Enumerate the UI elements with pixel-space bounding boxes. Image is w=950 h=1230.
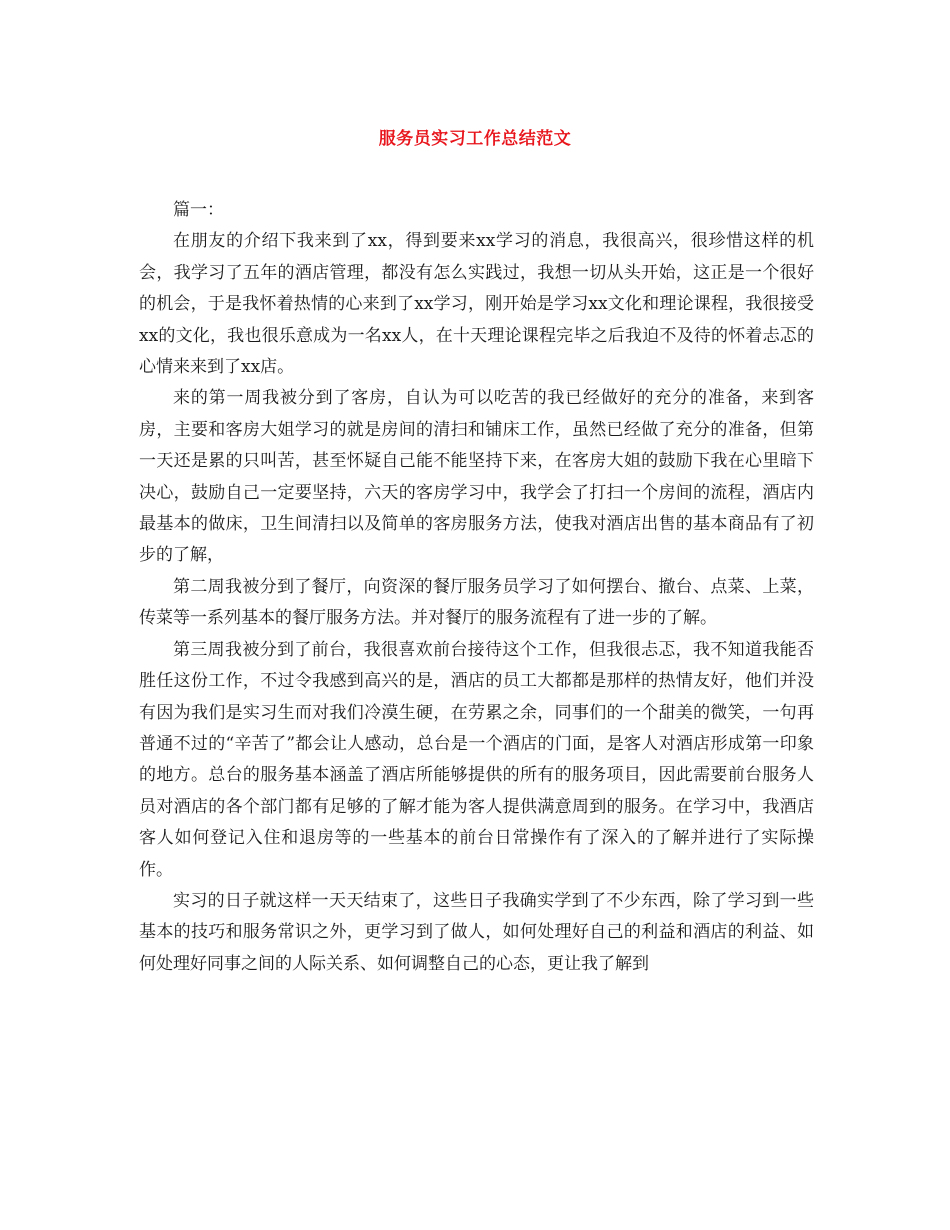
- paragraph-conclusion: 实习的日子就这样一天天结束了，这些日子我确实学到了不少东西，除了学习到一些基本的技巧和服务常识之外，更学习到了做人，如何处理好自己的利益和酒店的利益、如何处理好同事之间的人际关系、如何调整自己的心态，更让我了解到: [139, 890, 814, 974]
- section-heading: 篇一：: [173, 200, 224, 220]
- paragraph-intro: 在朋友的介绍下我来到了xx，得到要来xx学习的消息，我很高兴，很珍惜这样的机会，我学习了五年的酒店管理，都没有怎么实践过，我想一切从头开始，这正是一个很好的机会，于是我怀着热情的心来到了xx学习，刚开始是学习xx文化和理论课程，我很接受xx的文化，我也很乐意成为一名xx人，在十天理论课程完毕之后我迫不及待的怀着忐忑的心情来来到了xx店。: [139, 231, 814, 378]
- paragraph-week-three: 第三周我被分到了前台，我很喜欢前台接待这个工作，但我很忐忑，我不知道我能否胜任这份工作，不过令我感到高兴的是，酒店的员工大都都是那样的热情友好，他们并没有因为我们是实习生而对我们冷漠生硬，在劳累之余，同事们的一个甜美的微笑，一句再普通不过的“辛苦了”都会让人感动，总台是一个酒店的门面，是客人对酒店形成第一印象的地方。总台的服务基本涵盖了酒店所能够提供的所有的服务项目，因此需要前台服务人员对酒店的各个部门都有足够的了解才能为客人提供满意周到的服务。在学习中，我酒店客人如何登记入住和退房等的一些基本的前台日常操作有了深入的了解并进行了实际操作。: [139, 639, 814, 880]
- document-body: [139, 195, 814, 980]
- paragraph-week-one: 来的第一周我被分到了客房，自认为可以吃苦的我已经做好的充分的准备，来到客房，主要和客房大姐学习的就是房间的清扫和铺床工作，虽然已经做了充分的准备，但第一天还是累的只叫苦，甚至怀疑自己能不能坚持下来，在客房大姐的鼓励下我在心里暗下决心，鼓励自己一定要坚持，六天的客房学习中，我学会了打扫一个房间的流程，酒店内最基本的做床，卫生间清扫以及简单的客房服务方法，使我对酒店出售的基本商品有了初步的了解，: [139, 388, 814, 566]
- paragraph-week-two: 第二周我被分到了餐厅，向资深的餐厅服务员学习了如何摆台、撤台、点菜、上菜，传菜等一系列基本的餐厅服务方法。并对餐厅的服务流程有了进一步的了解。: [139, 576, 814, 629]
- document-title: 服务员实习工作总结范文: [378, 129, 572, 149]
